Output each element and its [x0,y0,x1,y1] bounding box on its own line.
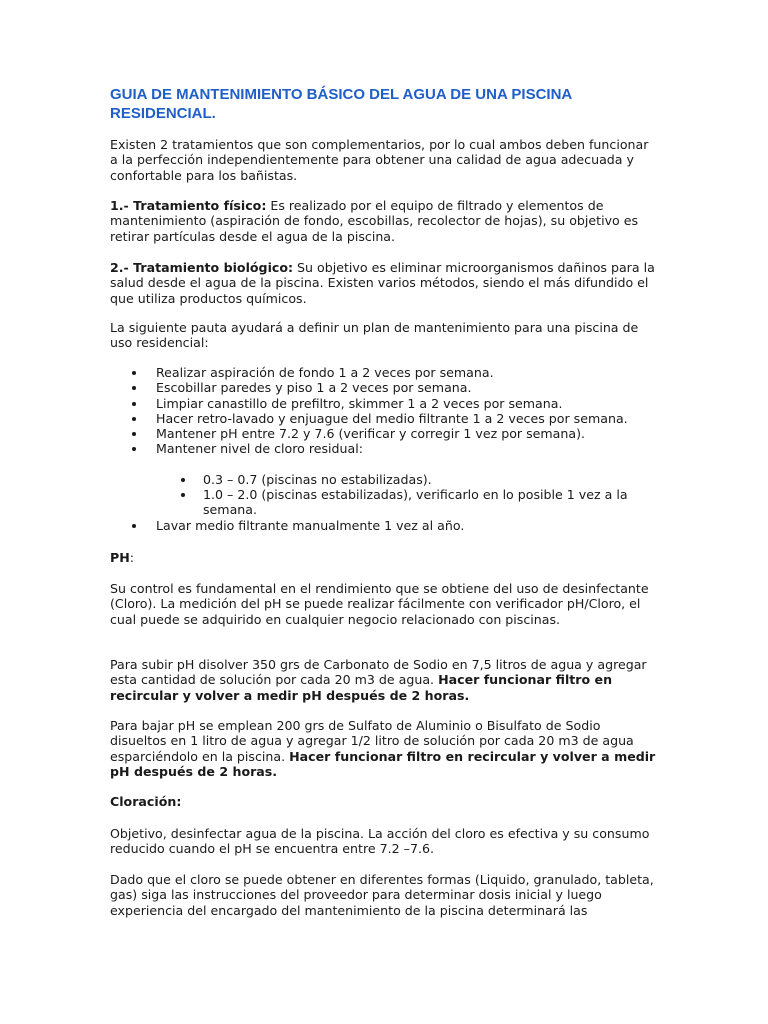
treatment-physical-text: Es realizado por el equipo de filtrado y elementos de mantenimiento (aspiración de fondo, escobillas, recolector de hojas), su objetivo es retirar partículas desde el agua de la piscina. [110,198,639,244]
lower-ph-bold: Hacer funcionar filtro en recircular y volver a medir pH después de 2 horas. [110,748,656,779]
treatment-biological-label: 2.- Tratamiento biológico: [110,260,294,275]
treatment-biological-paragraph [110,260,660,306]
raise-ph-text: Para subir pH disolver 350 grs de Carbonato de Sodio en 7,5 litros de agua y agregar esta cantidad de solución por cada 20 m3 de agua. [110,657,647,688]
treatment-physical-paragraph [110,198,660,244]
raise-ph-bold: Hacer funcionar filtro en recircular y volver a medir pH después de 2 horas. [110,672,613,703]
sublist-item: 0.3 – 0.7 (piscinas no estabilizadas). [156,472,670,487]
pauta-paragraph: La siguiente pauta ayudará a definir un plan de mantenimiento para una piscina de uso residencial: [110,320,639,351]
sublist-item: 1.0 – 2.0 (piscinas estabilizadas), verificarlo en lo posible 1 vez a la semana. [156,487,670,518]
ph-colon: : [129,550,135,565]
list-item: Limpiar canastillo de prefiltro, skimmer 1 a 2 veces por semana. [110,396,670,411]
chlorination-paragraph: Objetivo, desinfectar agua de la piscina. La acción del cloro es efectiva y su consumo reducido cuando el pH se encuentra entre 7.2 –7.6. [110,826,650,857]
lower-ph-text: Para bajar pH se emplean 200 grs de Sulfato de Aluminio o Bisulfato de Sodio disueltos en 1 litro de agua y agregar 1/2 litro de solución por cada 20 m3 de agua esparciéndolo en la piscina. [110,718,634,764]
lower-ph-paragraph [110,718,660,779]
list-item: Escobillar paredes y piso 1 a 2 veces por semana. [110,380,670,395]
list-item-label: Mantener nivel de cloro residual: [156,441,363,457]
chlorination-heading: Cloración: [110,794,182,809]
document-title: GUIA DE MANTENIMIENTO BÁSICO DEL AGUA DE UNA PISCINA RESIDENCIAL. [110,86,572,122]
ph-paragraph: Su control es fundamental en el rendimiento que se obtiene del uso de desinfectante (Cloro). La medición del pH se puede realizar fácilmente con verificador pH/Cloro, el cual puede se adquirido en cualquier negocio relacionado con piscinas. [110,581,649,627]
maintenance-list [110,365,670,533]
list-item: Lavar medio filtrante manualmente 1 vez al año. [110,518,670,533]
intro-paragraph: Existen 2 tratamientos que son complementarios, por lo cual ambos deben funcionar a la perfección independientemente para obtener una calidad de agua adecuada y confortable para los bañistas. [110,137,649,183]
ph-label: PH [110,550,130,565]
list-item: Realizar aspiración de fondo 1 a 2 veces por semana. [110,365,670,380]
treatment-biological-text: Su objetivo es eliminar microorganismos dañinos para la salud desde el agua de la piscina. Existen varios métodos, siendo el más difundido el que utiliza productos químicos. [110,260,655,306]
treatment-physical-label: 1.- Tratamiento físico: [110,198,267,213]
ph-heading [110,550,660,565]
chlorine-sublist [156,472,670,518]
list-item: Mantener pH entre 7.2 y 7.6 (verificar y corregir 1 vez por semana). [110,426,670,441]
raise-ph-paragraph [110,657,660,703]
list-item-chlorine [110,441,670,517]
list-item: Hacer retro-lavado y enjuague del medio filtrante 1 a 2 veces por semana. [110,411,670,426]
chlorine-forms-paragraph: Dado que el cloro se puede obtener en diferentes formas (Liquido, granulado, tableta, gas) siga las instrucciones del proveedor para determinar dosis inicial y luego experiencia del encargado del mantenimiento de la piscina determinará las [110,872,654,918]
